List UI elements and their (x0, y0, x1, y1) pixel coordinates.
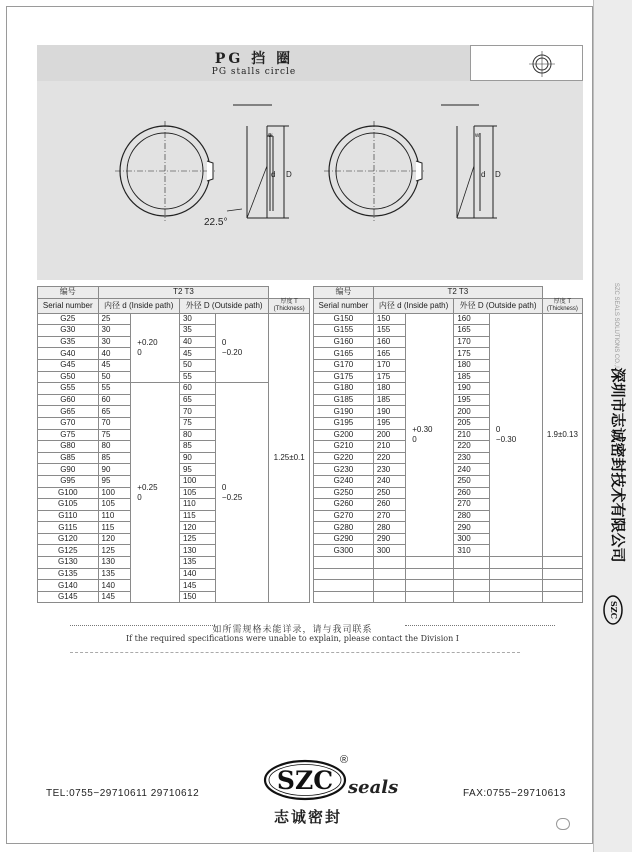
outside-tolerance (489, 580, 542, 592)
inside-cell: 145 (98, 591, 131, 603)
serial-cell: G90 (38, 464, 99, 476)
serial-cell: G200 (314, 429, 374, 441)
inside-header: 内径 d (Inside path) (373, 298, 453, 313)
inside-cell (373, 591, 405, 603)
inside-cell: 240 (373, 475, 405, 487)
serial-cell: G100 (38, 487, 99, 499)
outside-cell (454, 591, 490, 603)
outside-cell: 40 (179, 336, 215, 348)
sidebar-logo (597, 590, 629, 630)
inside-cell: 45 (98, 359, 131, 371)
angle-label: 22.5° (204, 217, 228, 228)
inside-tolerance: +0.30 0 (406, 313, 454, 556)
serial-cell: G40 (38, 348, 99, 360)
serial-cell: G250 (314, 487, 374, 499)
inside-cell: 185 (373, 394, 405, 406)
outside-cell: 230 (454, 452, 490, 464)
inside-cell: 165 (373, 348, 405, 360)
serial-cell: G115 (38, 522, 99, 534)
outside-cell: 60 (179, 383, 215, 395)
serial-cell: G220 (314, 452, 374, 464)
spec-table-right (313, 286, 583, 603)
outside-cell: 175 (454, 348, 490, 360)
inside-cell: 170 (373, 359, 405, 371)
outside-cell: 55 (179, 371, 215, 383)
inside-tolerance: +0.25 0 (131, 383, 180, 603)
outside-cell: 85 (179, 441, 215, 453)
outside-cell: 65 (179, 394, 215, 406)
group-header: T2 T3 (373, 287, 542, 299)
thickness-cell (542, 580, 582, 592)
page-subtitle: PG stalls circle (211, 67, 297, 77)
outside-cell: 135 (179, 557, 215, 569)
serial-cell: G210 (314, 441, 374, 453)
serial-cell: G230 (314, 464, 374, 476)
inside-cell (373, 557, 405, 569)
outside-cell: 185 (454, 371, 490, 383)
thickness-cell (542, 591, 582, 603)
outside-cell: 145 (179, 580, 215, 592)
inside-cell: 30 (98, 336, 131, 348)
inside-cell: 260 (373, 499, 405, 511)
title-header (37, 45, 471, 81)
inside-cell: 190 (373, 406, 405, 418)
outside-cell: 115 (179, 510, 215, 522)
svg-text:w: w (268, 133, 273, 139)
serial-cell (314, 591, 374, 603)
outside-cell (454, 568, 490, 580)
serial-cell: G110 (38, 510, 99, 522)
serial-header-cn: 编号 (314, 287, 374, 299)
inside-cell: 250 (373, 487, 405, 499)
outside-cell: 90 (179, 452, 215, 464)
outside-cell: 130 (179, 545, 215, 557)
serial-header-en: Serial number (38, 298, 99, 313)
table-row (38, 313, 310, 325)
inside-cell: 280 (373, 522, 405, 534)
outside-cell: 260 (454, 487, 490, 499)
serial-cell: G155 (314, 325, 374, 337)
svg-text:D: D (286, 170, 292, 179)
thickness-cell: 1.25±0.1 (269, 313, 310, 603)
outside-cell: 150 (179, 591, 215, 603)
outside-cell: 45 (179, 348, 215, 360)
serial-cell: G125 (38, 545, 99, 557)
thickness-cell (542, 568, 582, 580)
serial-cell: G270 (314, 510, 374, 522)
outside-cell: 165 (454, 325, 490, 337)
inside-cell: 25 (98, 313, 131, 325)
outside-cell: 310 (454, 545, 490, 557)
outside-tolerance (489, 568, 542, 580)
svg-text:w: w (475, 133, 480, 139)
telephone: TEL:0755−29710611 29710612 (46, 788, 200, 799)
serial-cell: G135 (38, 568, 99, 580)
inside-tolerance (406, 591, 454, 603)
inside-cell: 175 (373, 371, 405, 383)
outside-tolerance: 0 −0.25 (215, 383, 268, 603)
outside-cell: 100 (179, 475, 215, 487)
serial-cell: G25 (38, 313, 99, 325)
inside-header: 内径 d (Inside path) (98, 298, 179, 313)
spec-table-left (37, 286, 310, 603)
inside-cell: 60 (98, 394, 131, 406)
outside-cell (454, 557, 490, 569)
serial-cell: G130 (38, 557, 99, 569)
inside-cell: 200 (373, 429, 405, 441)
outside-header: 外径 D (Outside path) (179, 298, 268, 313)
serial-cell: G35 (38, 336, 99, 348)
inside-cell: 85 (98, 452, 131, 464)
inside-cell: 105 (98, 499, 131, 511)
serial-header-en: Serial number (314, 298, 374, 313)
table-row (314, 313, 583, 325)
outside-cell: 250 (454, 475, 490, 487)
inside-cell: 155 (373, 325, 405, 337)
outside-cell: 95 (179, 464, 215, 476)
outside-cell: 160 (454, 313, 490, 325)
inside-cell: 290 (373, 533, 405, 545)
outside-cell: 170 (454, 336, 490, 348)
serial-cell: G260 (314, 499, 374, 511)
inside-cell: 55 (98, 383, 131, 395)
outside-tolerance: 0 −0.30 (489, 313, 542, 556)
note-divider-bottom (70, 652, 520, 653)
symbol-box (470, 45, 583, 81)
outside-cell: 35 (179, 325, 215, 337)
serial-cell: G290 (314, 533, 374, 545)
inside-tolerance (406, 568, 454, 580)
note-cn: 如所需规格未能详录，请与我司联系 (212, 625, 373, 635)
inside-cell: 270 (373, 510, 405, 522)
serial-cell: G170 (314, 359, 374, 371)
serial-header-cn: 编号 (38, 287, 99, 299)
outside-tolerance (489, 591, 542, 603)
outside-cell: 300 (454, 533, 490, 545)
registered-mark: ® (340, 754, 349, 766)
inside-cell: 70 (98, 417, 131, 429)
outside-cell: 210 (454, 429, 490, 441)
outside-cell: 205 (454, 417, 490, 429)
serial-cell: G300 (314, 545, 374, 557)
ring-drawing (37, 81, 583, 280)
table-row (314, 568, 583, 580)
svg-text:SZC: SZC (276, 766, 334, 795)
inside-cell: 120 (98, 533, 131, 545)
serial-cell: G160 (314, 336, 374, 348)
inside-cell: 40 (98, 348, 131, 360)
serial-cell: G80 (38, 441, 99, 453)
inside-cell: 110 (98, 510, 131, 522)
table-row (38, 383, 310, 395)
group-header: T2 T3 (98, 287, 269, 299)
outside-cell: 190 (454, 383, 490, 395)
ring-symbol-icon (471, 46, 584, 82)
svg-text:D: D (495, 170, 501, 179)
inside-cell: 50 (98, 371, 131, 383)
inside-cell: 220 (373, 452, 405, 464)
inside-cell: 100 (98, 487, 131, 499)
inside-cell: 125 (98, 545, 131, 557)
serial-cell (314, 557, 374, 569)
inside-cell: 130 (98, 557, 131, 569)
serial-cell (314, 568, 374, 580)
inside-cell: 210 (373, 441, 405, 453)
page-title: PG 挡 圈 (214, 51, 294, 67)
outside-cell (454, 580, 490, 592)
sidebar-company-cn (596, 350, 630, 580)
outside-cell: 120 (179, 522, 215, 534)
logo-seals: seals (348, 777, 399, 798)
svg-text:深圳市志诚密封技术有限公司: 深圳市志诚密封技术有限公司 (609, 367, 627, 563)
logo-cn: 志诚密封 (273, 808, 342, 826)
serial-cell: G150 (314, 313, 374, 325)
outside-tolerance (489, 557, 542, 569)
svg-text:SZC SEALS SOLUTIONS CO.,LTD: SZC SEALS SOLUTIONS CO.,LTD (613, 282, 619, 378)
serial-cell: G120 (38, 533, 99, 545)
table-row (314, 557, 583, 569)
inside-cell: 90 (98, 464, 131, 476)
serial-cell: G190 (314, 406, 374, 418)
inside-cell (373, 568, 405, 580)
inside-cell: 135 (98, 568, 131, 580)
outside-cell: 180 (454, 359, 490, 371)
inside-cell: 75 (98, 429, 131, 441)
svg-text:SZC: SZC (609, 601, 619, 619)
inside-cell: 30 (98, 325, 131, 337)
outside-cell: 80 (179, 429, 215, 441)
serial-cell: G65 (38, 406, 99, 418)
serial-cell: G30 (38, 325, 99, 337)
serial-cell: G70 (38, 417, 99, 429)
serial-cell: G95 (38, 475, 99, 487)
fax: FAX:0755−29710613 (463, 788, 566, 799)
serial-cell (314, 580, 374, 592)
outside-cell: 200 (454, 406, 490, 418)
inside-cell: 80 (98, 441, 131, 453)
inside-tolerance (406, 580, 454, 592)
outside-cell: 240 (454, 464, 490, 476)
outside-tolerance: 0 −0.20 (215, 313, 268, 383)
inside-cell: 180 (373, 383, 405, 395)
thickness-cell (542, 557, 582, 569)
serial-cell: G180 (314, 383, 374, 395)
thickness-cell: 1.9±0.13 (542, 313, 582, 556)
serial-cell: G55 (38, 383, 99, 395)
outside-cell: 140 (179, 568, 215, 580)
serial-cell: G45 (38, 359, 99, 371)
inside-cell: 95 (98, 475, 131, 487)
serial-cell: G85 (38, 452, 99, 464)
inside-cell: 160 (373, 336, 405, 348)
outside-cell: 105 (179, 487, 215, 499)
inside-cell: 115 (98, 522, 131, 534)
svg-text:d: d (271, 170, 276, 179)
note-en: If the required specifications were unable to explain, please contact the Division I (126, 634, 459, 643)
outside-cell: 195 (454, 394, 490, 406)
serial-cell: G185 (314, 394, 374, 406)
outside-cell: 50 (179, 359, 215, 371)
outside-cell: 125 (179, 533, 215, 545)
serial-cell: G105 (38, 499, 99, 511)
serial-cell: G195 (314, 417, 374, 429)
thickness-header: 厚度 T (Thickness) (269, 298, 310, 313)
inside-cell: 65 (98, 406, 131, 418)
inside-tolerance: +0.20 0 (131, 313, 180, 383)
serial-cell: G175 (314, 371, 374, 383)
outside-cell: 110 (179, 499, 215, 511)
outside-cell: 270 (454, 499, 490, 511)
serial-cell: G280 (314, 522, 374, 534)
outside-header: 外径 D (Outside path) (454, 298, 542, 313)
table-row (314, 580, 583, 592)
serial-cell: G140 (38, 580, 99, 592)
inside-cell: 140 (98, 580, 131, 592)
svg-text:d: d (481, 170, 486, 179)
serial-cell: G50 (38, 371, 99, 383)
serial-cell: G145 (38, 591, 99, 603)
serial-cell: G60 (38, 394, 99, 406)
table-row (314, 591, 583, 603)
outside-cell: 30 (179, 313, 215, 325)
inside-cell: 300 (373, 545, 405, 557)
serial-cell: G240 (314, 475, 374, 487)
technical-drawing-area (37, 81, 583, 280)
thickness-header: 厚度 T (Thickness) (542, 298, 582, 313)
outside-cell: 290 (454, 522, 490, 534)
inside-cell (373, 580, 405, 592)
outside-cell: 70 (179, 406, 215, 418)
outside-cell: 220 (454, 441, 490, 453)
inside-cell: 150 (373, 313, 405, 325)
outside-cell: 280 (454, 510, 490, 522)
outside-cell: 75 (179, 417, 215, 429)
inside-tolerance (406, 557, 454, 569)
serial-cell: G165 (314, 348, 374, 360)
page-marker (556, 818, 570, 830)
inside-cell: 195 (373, 417, 405, 429)
serial-cell: G75 (38, 429, 99, 441)
inside-cell: 230 (373, 464, 405, 476)
